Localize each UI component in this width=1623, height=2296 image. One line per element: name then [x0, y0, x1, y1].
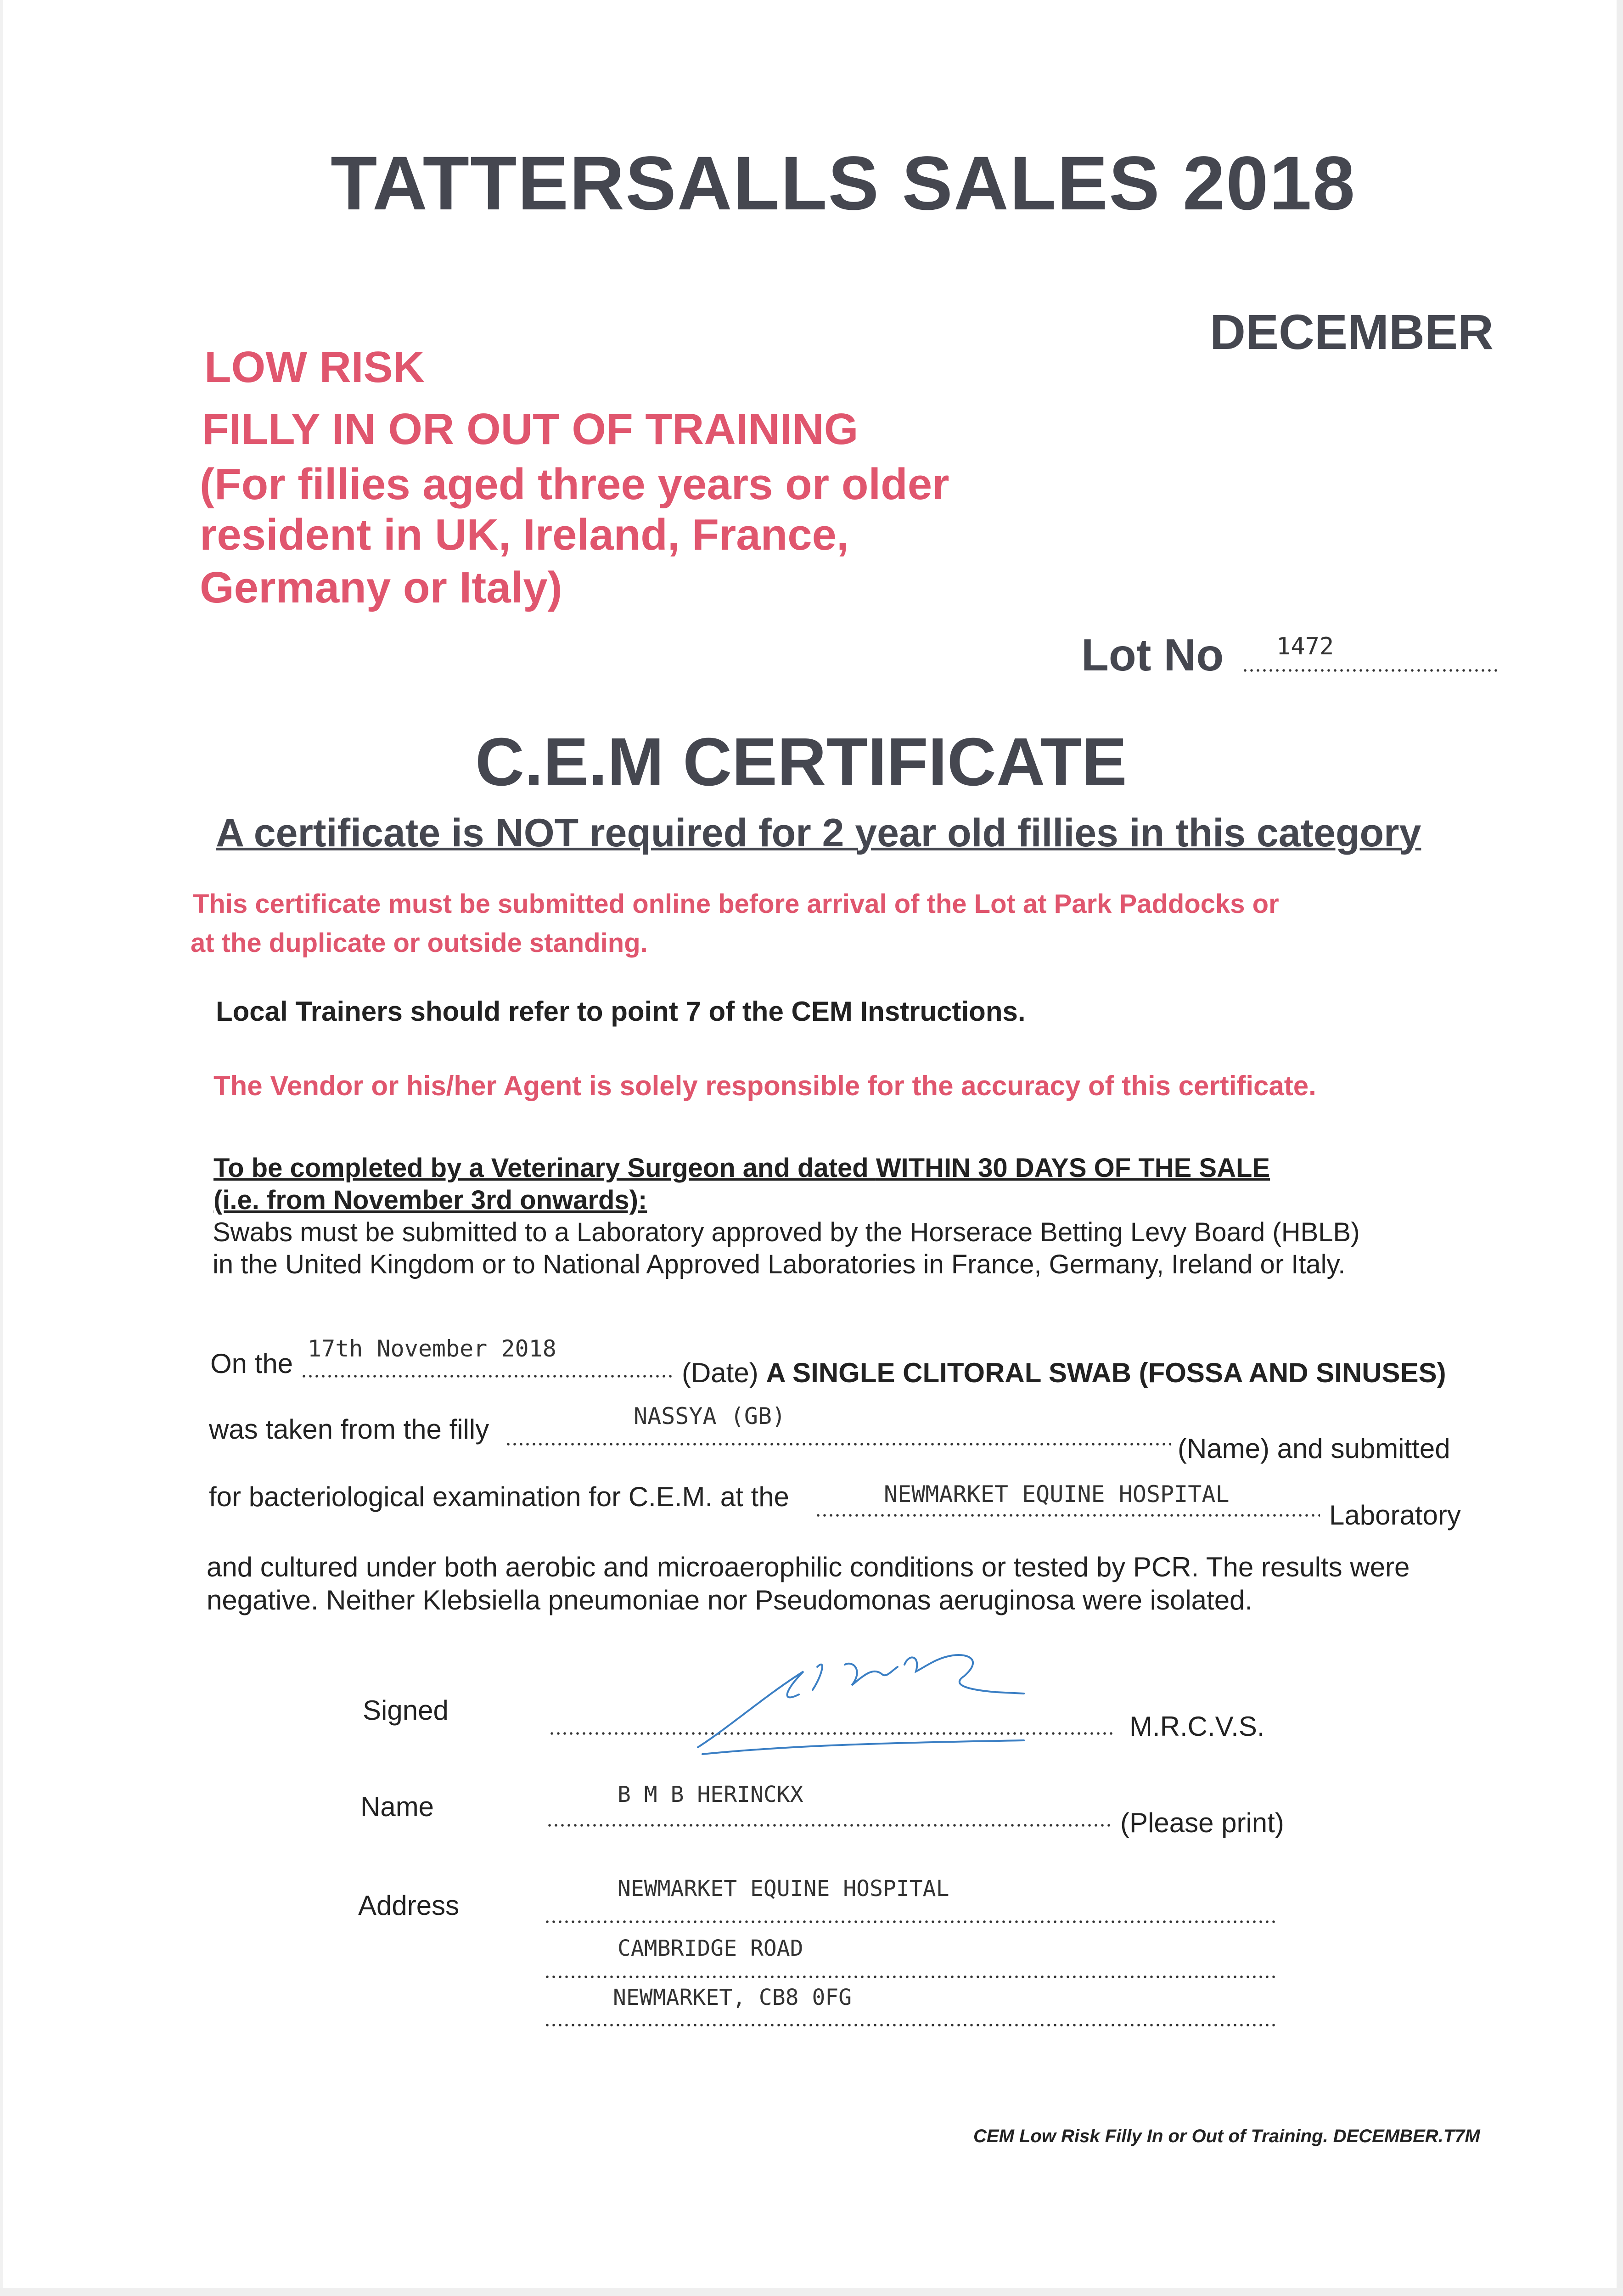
- instructions-heading-part-1: To be completed by a Veterinary Surgeon and dated: [213, 1153, 876, 1183]
- filly-name-dotted-line: [505, 1442, 1171, 1446]
- laboratory-suffix: Laboratory: [1329, 1500, 1461, 1531]
- address-line-2-value: CAMBRIDGE ROAD: [618, 1936, 803, 1961]
- lot-number-dotted-line: [1242, 668, 1497, 673]
- category-line-5: Germany or Italy): [200, 563, 562, 612]
- lot-label: Lot No: [1081, 630, 1224, 680]
- date-suffix: [682, 1357, 1446, 1389]
- footer-form-code: CEM Low Risk Filly In or Out of Training. DECEMBER.T7M: [973, 2126, 1480, 2146]
- scan-edge-bottom: [0, 2288, 1623, 2296]
- filly-name-suffix: (Name) and submitted: [1178, 1433, 1450, 1464]
- name-label: Name: [360, 1791, 434, 1822]
- taken-from-label: was taken from the filly: [209, 1414, 489, 1445]
- lot-number-value: 1472: [1276, 633, 1334, 660]
- sale-month: DECEMBER: [1210, 304, 1494, 360]
- address-label: Address: [358, 1890, 460, 1921]
- local-trainers-notice: Local Trainers should refer to point 7 of the CEM Instructions.: [216, 996, 1026, 1027]
- address-line-1-dotted-line: [544, 1919, 1279, 1924]
- instructions-body-line-1: Swabs must be submitted to a Laboratory approved by the Horserace Betting Levy Board (HBLB): [213, 1217, 1360, 1247]
- category-line-2: FILLY IN OR OUT OF TRAINING: [202, 405, 859, 454]
- category-line-1: LOW RISK: [204, 343, 425, 392]
- signed-label: Signed: [363, 1695, 449, 1726]
- date-suffix-label: (Date): [682, 1357, 758, 1388]
- address-line-3-dotted-line: [544, 2023, 1279, 2027]
- instructions-heading-line-2: (i.e. from November 3rd onwards):: [213, 1185, 647, 1215]
- vendor-responsibility-notice: The Vendor or his/her Agent is solely responsible for the accuracy of this certificate.: [213, 1070, 1316, 1101]
- scan-edge-left: [0, 0, 3, 2296]
- submission-notice-line-1: This certificate must be submitted online before arrival of the Lot at Park Paddocks or: [193, 889, 1279, 919]
- please-print-label: (Please print): [1120, 1807, 1284, 1838]
- instructions-body-line-2: in the United Kingdom or to National Approved Laboratories in France, Germany, Ireland or Italy.: [213, 1249, 1346, 1279]
- laboratory-value: NEWMARKET EQUINE HOSPITAL: [884, 1481, 1230, 1508]
- address-line-1-value: NEWMARKET EQUINE HOSPITAL: [618, 1876, 949, 1902]
- laboratory-dotted-line: [815, 1513, 1320, 1518]
- instructions-heading: [213, 1153, 1270, 1183]
- submission-notice-line-2: at the duplicate or outside standing.: [191, 928, 648, 958]
- address-line-3-value: NEWMARKET, CB8 0FG: [613, 1985, 852, 2010]
- instructions-heading-part-2: WITHIN 30 DAYS OF THE SALE: [876, 1153, 1270, 1183]
- category-line-4: resident in UK, Ireland, France,: [200, 510, 849, 559]
- scan-edge-right: [1617, 0, 1623, 2296]
- vet-name-dotted-line: [546, 1823, 1113, 1828]
- filly-name-value: NASSYA (GB): [634, 1403, 786, 1429]
- vet-name-value: B M B HERINCKX: [618, 1782, 803, 1807]
- examination-label: for bacteriological examination for C.E.M. at the: [209, 1481, 789, 1512]
- mrcvs-label: M.R.C.V.S.: [1129, 1711, 1265, 1742]
- results-line-2: negative. Neither Klebsiella pneumoniae nor Pseudomonas aeruginosa were isolated.: [207, 1585, 1253, 1615]
- document-title: TATTERSALLS SALES 2018: [331, 141, 1356, 226]
- on-the-label: On the: [210, 1348, 293, 1379]
- certificate-title: C.E.M CERTIFICATE: [475, 724, 1127, 800]
- date-value: 17th November 2018: [308, 1335, 556, 1362]
- category-line-3: (For fillies aged three years or older: [200, 460, 949, 509]
- signature-scribble: [689, 1639, 1038, 1773]
- certificate-subtitle: A certificate is NOT required for 2 year old fillies in this category: [216, 811, 1421, 855]
- swab-description: A SINGLE CLITORAL SWAB (FOSSA AND SINUSES): [766, 1357, 1446, 1388]
- results-line-1: and cultured under both aerobic and microaerophilic conditions or tested by PCR. The results were: [207, 1552, 1410, 1582]
- address-line-2-dotted-line: [544, 1975, 1279, 1979]
- date-dotted-line: [301, 1374, 675, 1379]
